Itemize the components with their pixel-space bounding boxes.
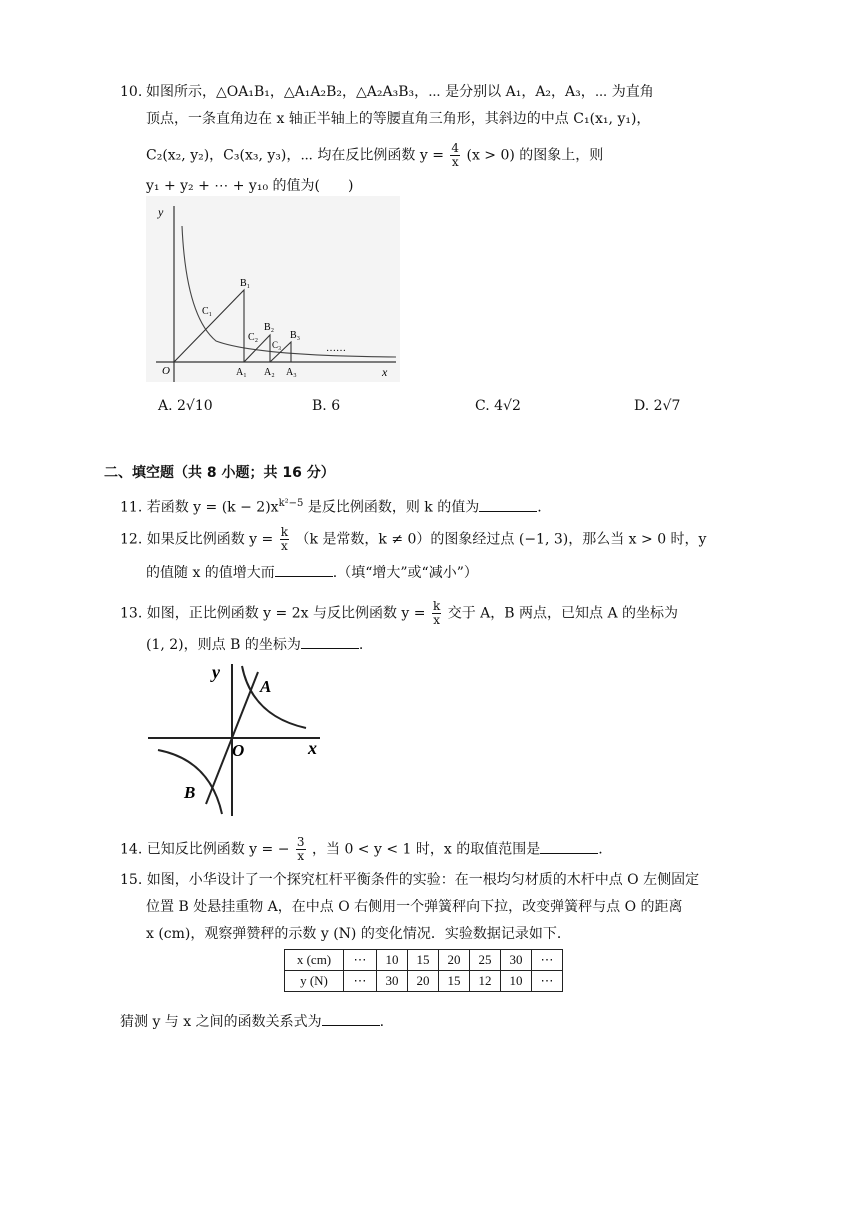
q13-fraction: $\frac{k}{x}$ (432, 599, 441, 627)
q10-option-a: A. 2√10 (158, 398, 213, 414)
fig10-B2-label: B₂ (264, 322, 275, 333)
section-2-title: 二、填空题（共 8 小题；共 16 分） (104, 465, 335, 481)
q11-text-b: 是反比例函数，则 k 的值为 (303, 499, 480, 516)
q10-frac-denominator: x (451, 155, 459, 169)
fig13-A-label: A (260, 677, 272, 696)
fig10-ellipsis: …… (326, 343, 346, 354)
q15-line3: x (cm)，观察弹赞秤的示数 y (N) 的变化情况．实验数据记录如下． (146, 926, 571, 942)
q14: 14. 已知反比例函数 y = − $\frac{3}{x}$ ，当 0 < y < 1 时，x 的取值范围是 . (120, 835, 603, 863)
fig10-x-label: x (382, 365, 388, 379)
q10-line3-text: C₂(x₂, y₂)，C₃(x₃, y₃)，⋯ 均在反比例函数 y = (146, 147, 444, 164)
q10-figure (146, 196, 400, 382)
fig13-branch-upper (242, 666, 306, 728)
q10-line4-text: y₁ + y₂ + ⋯ + y₁₀ 的值为( (146, 178, 320, 194)
q15-line1: 15. 如图，小华设计了一个探究杠杆平衡条件的实验：在一根均匀材质的木杆中点 O 左侧固定 (120, 872, 700, 888)
q10-line3 (146, 142, 603, 169)
fig10-y-label: y (158, 205, 164, 219)
q10-line4-close: ) (347, 178, 354, 194)
q10-option-d: D. 2√7 (634, 398, 681, 414)
q13-figure (146, 656, 336, 816)
fig13-x-label: x (308, 738, 317, 758)
q10-option-c: C. 4√2 (475, 398, 521, 414)
fig10-B3-label: B₃ (290, 330, 301, 341)
q15-data-table (284, 949, 563, 992)
q13-line1: 13. 如图，正比例函数 y = 2x 与反比例函数 y = $\frac{k}{x}$ 交于 A，B 两点，已知点 A 的坐标为 (120, 599, 679, 627)
q10-line1: 如图所示，△OA₁B₁，△A₁A₂B₂，△A₂A₃B₃，⋯ 是分别以 A₁，A₂，A₃，⋯ 为直角 (146, 84, 654, 100)
q12-line1 (120, 526, 706, 553)
q12-fraction: $\frac{k}{x}$ (280, 525, 288, 553)
q13-answer-blank[interactable] (301, 634, 359, 649)
q12-text-a: 如果反比例函数 y = (146, 531, 274, 548)
fig13-branch-lower (158, 750, 222, 814)
q15-line2: 位置 B 处悬挂重物 A，在中点 O 右侧用一个弹簧秤向下拉，改变弹簧秤与点 O 的距离 (146, 899, 683, 915)
q12-number: 12. (120, 531, 143, 548)
q13-line2: (1, 2)，则点 B 的坐标为 . (146, 634, 363, 655)
fig10-C2-label: C₂ (248, 332, 259, 343)
q14-fraction: $\frac{3}{x}$ (296, 835, 305, 863)
fig13-origin-label: O (232, 741, 245, 760)
fig10-C3-label: C₃ (272, 340, 282, 350)
figure-background (146, 196, 400, 382)
table-row: x (cm) ⋯ 10 15 20 25 30 ⋯ (285, 950, 563, 971)
fig10-B1-label: B₁ (240, 278, 251, 289)
q10-line4 (146, 176, 353, 196)
q10-line2: 顶点，一条直角边在 x 轴正半轴上的等腰直角三角形，其斜边的中点 C₁(x₁, y₁)， (146, 111, 651, 127)
q10-line3-tail: (x > 0) 的图象上，则 (466, 147, 604, 164)
q12-line2: 的值随 x 的值增大而 .（填“增大”或“减小”） (146, 562, 478, 583)
q10-number: 10. (120, 84, 143, 100)
q15-answer-blank[interactable] (322, 1011, 380, 1026)
q10-fraction (450, 142, 460, 169)
q10-frac-numerator: 4 (451, 141, 460, 155)
fig10-origin-label: O (162, 365, 170, 377)
q11-exponent: k²−5 (278, 498, 304, 509)
q12-answer-blank[interactable] (275, 562, 333, 577)
q10-option-b: B. 6 (312, 398, 341, 414)
q15-number: 15. (120, 872, 143, 888)
q15-line4: 猜测 y 与 x 之间的函数关系式为 . (120, 1011, 384, 1032)
q11-answer-blank[interactable] (479, 497, 537, 512)
fig13-y-label: y (212, 662, 220, 682)
q13-number: 13. (120, 605, 143, 622)
q14-number: 14. (120, 841, 143, 858)
q11-text-a: 若函数 y = (k − 2)x (146, 499, 279, 516)
table-row: y (N) ⋯ 30 20 15 12 10 ⋯ (285, 971, 563, 992)
q12-text-b: （k 是常数，k ≠ 0）的图象经过点 (−1, 3)，那么当 x > 0 时，y (295, 531, 707, 548)
q11: 11. 若函数 $y = (k - 2)x^{k^2-5}$ 是反比例函数，则 k 的值为 . (120, 498, 542, 516)
fig10-C1-label: C₁ (202, 306, 213, 317)
fig13-B-label: B (184, 783, 196, 802)
q11-number: 11. (120, 499, 143, 516)
fig10-A1-label: A₁ (236, 367, 247, 378)
fig10-A3-label: A₃ (286, 367, 297, 378)
fig10-A2-label: A₂ (264, 367, 275, 378)
q14-answer-blank[interactable] (540, 839, 598, 854)
